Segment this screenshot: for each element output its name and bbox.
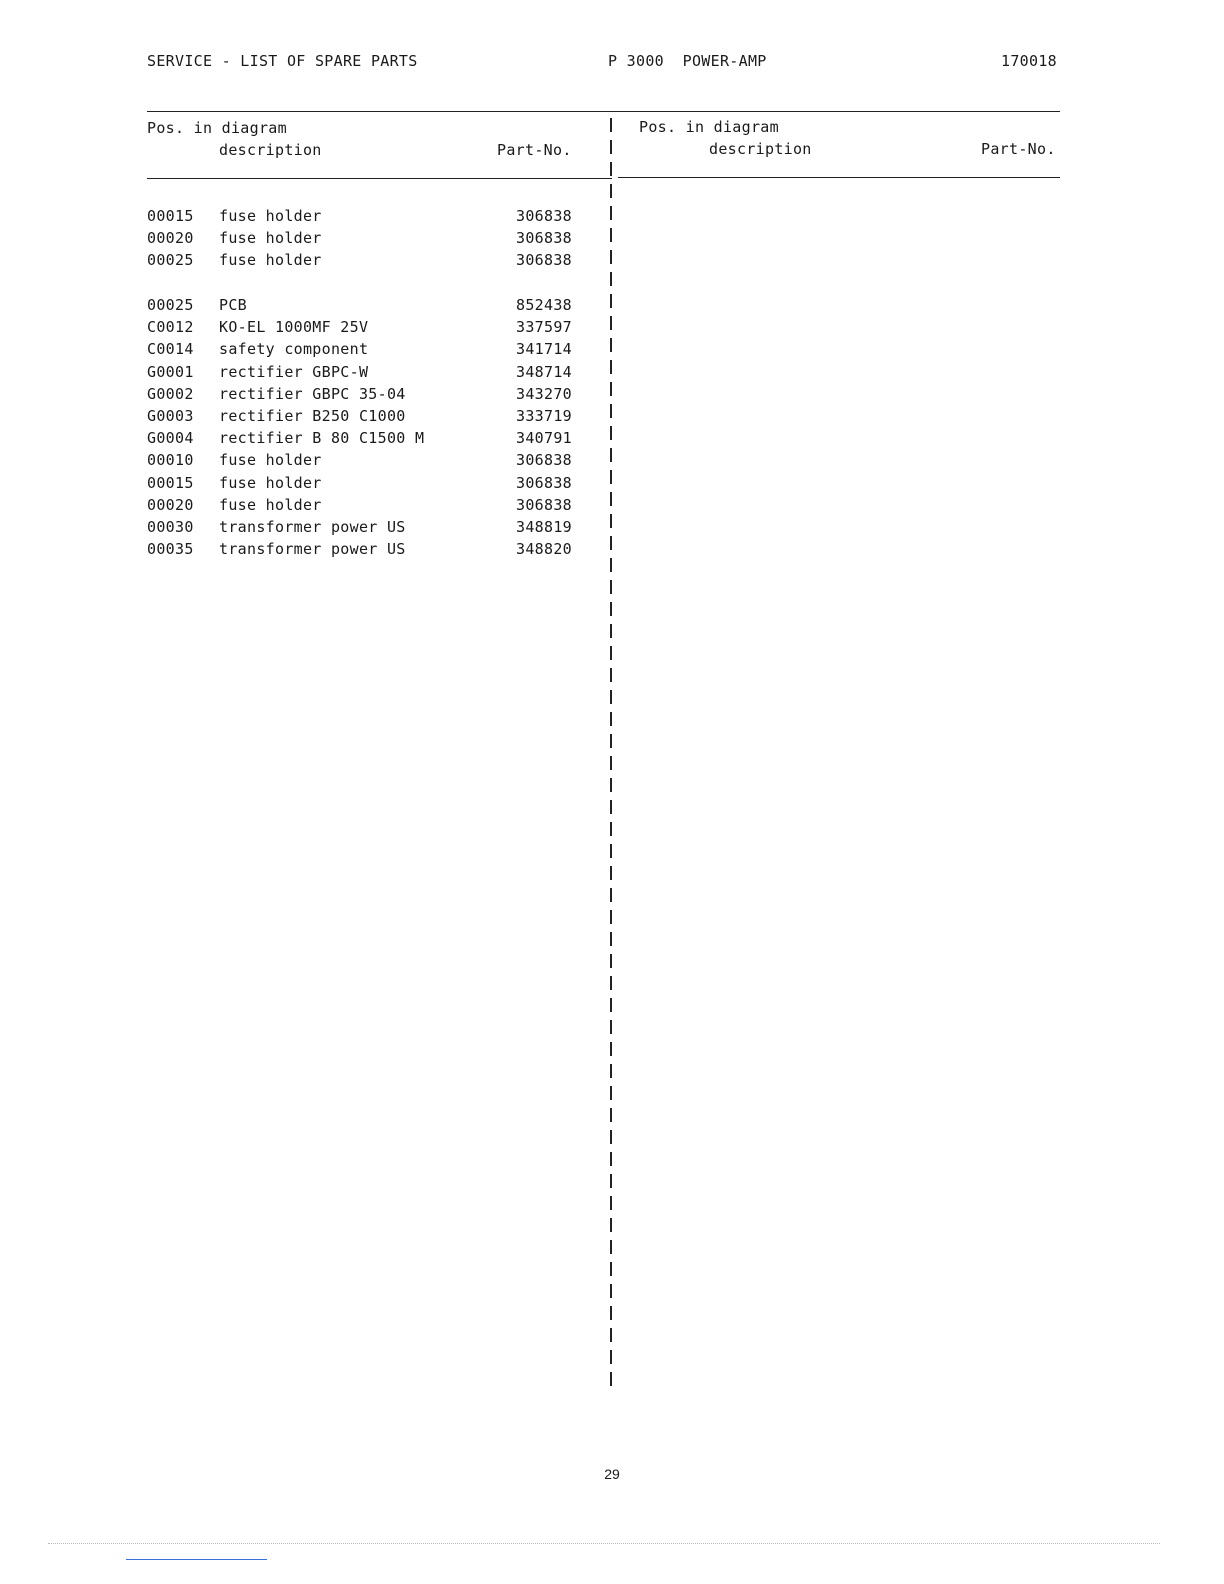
part-number: 343270 [516,384,572,403]
position-code: C0012 [147,318,194,337]
position-code: 00015 [147,473,194,492]
part-description: fuse holder [219,495,322,514]
column-divider [610,118,612,1386]
part-description: rectifier B250 C1000 [219,407,406,425]
left-column-header-part-no: Part-No. [497,141,572,159]
position-code: G0004 [147,429,194,448]
table-row [0,451,610,473]
left-column-header-pos: Pos. in diagram [147,119,287,137]
table-row [0,229,610,251]
position-code: C0014 [147,340,194,359]
right-column-header-part-no: Part-No. [981,140,1056,158]
part-number: 341714 [516,340,572,359]
table-row [0,251,610,273]
header-rule-right [618,177,1060,178]
part-number: 306838 [516,251,572,270]
position-code: 00025 [147,251,194,270]
left-column-header-description: description [219,141,322,159]
table-row [0,474,610,496]
right-column-header-description: description [709,140,812,158]
position-code: 00035 [147,540,194,559]
table-row [0,385,610,407]
part-description: transformer power US [219,540,406,559]
part-number: 306838 [516,473,572,492]
part-number: 348819 [516,518,572,536]
footer-link-underline [126,1559,267,1560]
part-description: KO-EL 1000MF 25V [219,318,369,337]
footer-dotted-rule [48,1543,1160,1544]
table-row [0,363,610,385]
page-number: 29 [604,1466,620,1482]
table-row [0,496,610,518]
part-description: rectifier GBPC 35-04 [219,384,406,403]
part-number: 348714 [516,362,572,381]
top-rule [147,111,1060,112]
position-code: 00020 [147,229,194,248]
position-code: 00020 [147,495,194,514]
position-code: 00025 [147,296,194,314]
model-name: P 3000 POWER-AMP [608,52,767,70]
position-code: 00015 [147,207,194,225]
part-number: 337597 [516,318,572,337]
table-row [0,318,610,340]
part-description: safety component [219,340,369,359]
part-description: fuse holder [219,207,322,225]
table-row [0,540,610,562]
table-row [0,407,610,429]
position-code: 00010 [147,451,194,470]
part-number: 306838 [516,207,572,225]
part-number: 333719 [516,407,572,425]
table-row [0,518,610,540]
part-number: 348820 [516,540,572,559]
position-code: 00030 [147,518,194,536]
part-description: rectifier B 80 C1500 M [219,429,425,448]
part-description: rectifier GBPC-W [219,362,369,381]
position-code: G0002 [147,384,194,403]
position-code: G0001 [147,362,194,381]
part-description: fuse holder [219,473,322,492]
part-number: 340791 [516,429,572,448]
part-description: fuse holder [219,251,322,270]
table-row [0,429,610,451]
right-column-header-pos: Pos. in diagram [639,118,779,136]
part-description: PCB [219,296,247,314]
part-number: 306838 [516,451,572,470]
part-description: fuse holder [219,451,322,470]
table-row [0,207,610,229]
position-code: G0003 [147,407,194,425]
table-row [0,296,610,318]
part-description: fuse holder [219,229,322,248]
part-number: 852438 [516,296,572,314]
document-number: 170018 [1001,52,1057,70]
document-title: SERVICE - LIST OF SPARE PARTS [147,52,418,70]
header-rule-left [147,178,612,179]
part-number: 306838 [516,495,572,514]
table-row [0,340,610,362]
part-description: transformer power US [219,518,406,536]
part-number: 306838 [516,229,572,248]
